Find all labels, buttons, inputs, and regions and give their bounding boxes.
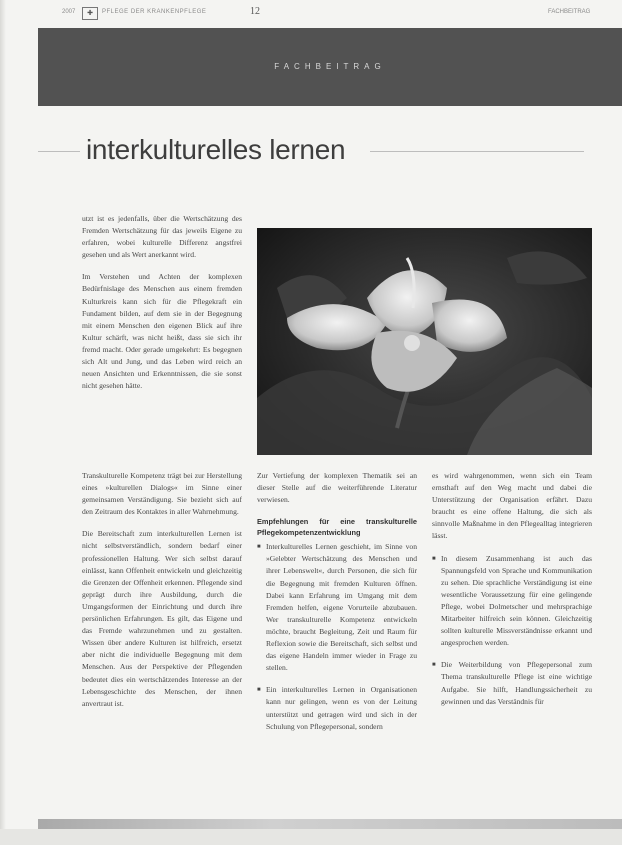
- paragraph: Die Bereitschaft zum interkulturellen Lernen ist nicht selbstverständlich, sondern bedarf einer professionellen Haltung. Wer sich selbst darauf einlässt, kann Offenheit entwickeln und gleichzeitig die Grenzen der Offenheit erkennen. Pflegende sind geprägt durch ihre Ausbildung, durch die Umgangsformen der Einrichtung und durch ihre persönlichen Erfahrungen. Es gilt, das Eigene und das Fremde wahrzunehmen und zu gestalten. Wissen über andere Kulturen ist hilfreich, ersetzt aber nicht die individuelle Begegnung mit dem Menschen. Aus der Perspektive der Pflegenden bedeutet dies ein wertschätzendes Interesse an der Lebensgeschichte des Menschen, der ihnen anvertraut ist.: [82, 529, 242, 708]
- bullet-list: [432, 553, 592, 708]
- column-2: [257, 470, 417, 743]
- flower-photo: [257, 228, 592, 455]
- paragraph: es wird wahrgenommen, wenn sich ein Team ernsthaft auf den Weg macht und dabei die Unterstützung der Organisation erfährt. Dazu braucht es eine offene Haltung, die sich als sinnvolle Maßnahme in den Pflegealltag integrieren lässt.: [432, 471, 592, 541]
- page-title: interkulturelles lernen: [86, 134, 346, 165]
- page-number: 12: [250, 6, 260, 17]
- column-1-top: [82, 213, 242, 402]
- page-edge-shadow: [0, 0, 6, 845]
- footer-bar: [38, 819, 622, 829]
- paragraph: Im Verstehen und Achten der komplexen Bedürfnislage des Menschen aus einem fremden Kulturkreis kann sich für die Pflegekraft ein Fundament bilden, auf dem sie in der Begegnung mit einem Menschen den eigenen Blick auf ihre Kultur schärft, was nicht heißt, dass sie sich ihr fremd macht. Oder gerade umgekehrt: Es begegnen sich Alt und Jung, und das Leben wird reich an neuen Ansichten und Erkenntnissen, die sie sonst nicht gesehen hätte.: [82, 272, 242, 391]
- running-header: [0, 6, 622, 20]
- column-3: [432, 470, 592, 718]
- header-year: 2007: [62, 9, 76, 15]
- list-item: ■ Interkulturelles Lernen geschieht, im Sinne von »Gelebter Wertschätzung des Menschen und ihrer Lebenswelt«, durch Personen, die sich für die Begegnung mit fremden Kulturen öffnen. Dabei kann Erfahrung im Umgang mit dem Fremden helfen, eigene Vorurteile abzubauen. Wer transkulturelle Kompetenz entwickeln möchte, braucht Begleitung, Zeit und Raum für Reflexion sowie die Bereitschaft, sich selbst und das eigene Handeln immer wieder in Frage zu stellen.: [257, 541, 417, 674]
- list-item: ■ Die Weiterbildung von Pflegepersonal zum Thema transkulturelle Pflege ist eine wichtige Aufgabe. Sie hilft, Handlungssicherheit zu gewinnen und das Verständnis für: [432, 659, 592, 707]
- bullet-list: [257, 541, 417, 732]
- title-rule-left: [38, 151, 80, 152]
- column-1-bottom: [82, 470, 242, 720]
- subheading: Empfehlungen für eine transkulturelle Pflegekompetenzentwicklung: [257, 517, 417, 538]
- title-rule-right: [370, 151, 584, 152]
- flower-image: [257, 228, 592, 455]
- paragraph: Zur Vertiefung der komplexen Thematik sei an dieser Stelle auf die weiterführende Literatur verwiesen.: [257, 471, 417, 505]
- paragraph: Transkulturelle Kompetenz trägt bei zur Herstellung eines »kulturellen Dialogs« im Sinne einer gemeinsamen Verständigung. Sie bezieht sich auf den Zeitraum des Kontaktes in aller Wahrnehmung.: [82, 471, 242, 517]
- title-row: [0, 128, 622, 168]
- page-bottom-margin: [0, 829, 622, 845]
- header-magazine: PFLEGE DER KRANKENPFLEGE: [102, 9, 207, 15]
- section-band: [38, 28, 622, 106]
- section-label: FACHBEITRAG: [274, 62, 386, 71]
- list-item: ■ Ein interkulturelles Lernen in Organisationen kann nur gelingen, wenn es von der Leitung unterstützt und getragen wird und sich in der Schulung von Pflegepersonal, sondern: [257, 684, 417, 732]
- cross-logo-icon: ✚: [82, 7, 98, 20]
- list-item: ■ In diesem Zusammenhang ist auch das Spannungsfeld von Sprache und Kommunikation zu sehen. Die sprachliche Verständigung ist eine wesentliche Voraussetzung für eine gelingende Pflege, wobei Dolmetscher und mehrsprachige Mitarbeiter hilfreich sein können. Gleichzeitig sollten kulturelle Missverständnisse erkannt und angesprochen werden.: [432, 553, 592, 650]
- paragraph: utzt ist es jedenfalls, über die Wertschätzung des Fremden Wertschätzung für das jeweils Eigene zu erfahren, wobei kulturelle Differenz angstfrei gesehen und als Wert anerkannt wird.: [82, 214, 242, 260]
- header-section: FACHBEITRAG: [548, 9, 591, 15]
